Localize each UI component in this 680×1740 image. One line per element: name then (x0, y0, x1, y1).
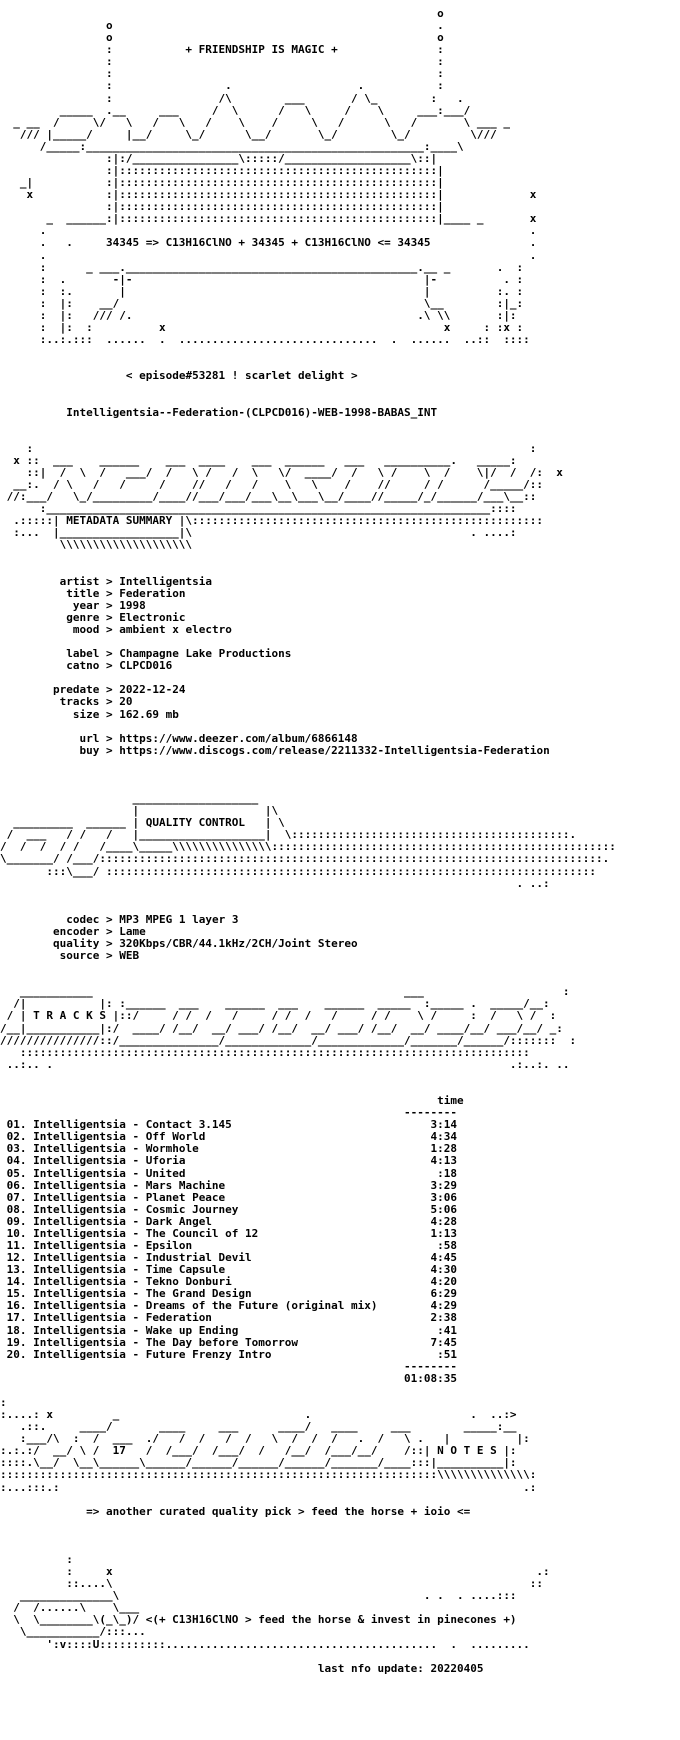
track-row (0, 1130, 457, 1143)
track-row (0, 1167, 457, 1180)
track-row (0, 1336, 457, 1349)
track-time: 5:06 (430, 1202, 457, 1216)
field-value: 320Kbps/CBR/44.1kHz/2CH/Joint Stereo (119, 937, 358, 951)
track-title: Intelligentsia - Epsilon (33, 1238, 193, 1252)
field-row-predate: predate > 2022-12-24 (52, 683, 186, 697)
field-row-quality: quality > 320Kbps/CBR/44.1kHz/2CH/Joint Stereo (52, 937, 358, 951)
track-row (0, 1348, 457, 1361)
field-row-genre: genre > Electronic (66, 610, 186, 624)
field-row-year: year > 1998 (72, 598, 146, 612)
track-row (0, 1275, 457, 1288)
field-value: MP3 MPEG 1 layer 3 (119, 912, 239, 926)
track-title: Intelligentsia - Planet Peace (33, 1190, 226, 1204)
quality-control-art: ___________________ | |\ _________ ______ | QUALITY CONTROL | \ / ___ / / / |___________________| \::::::::::::::::::::::::::::::::::::::::::. / / / / / /____\_____\\\\\\\\\\\\\\\:::::::::::::::::::::::::::::::::::::::::::::::::::: \_______/ /___/::::::::::::::::::::::::::::::::::::::::::::::::::::::::::::::::::::::::::::. :::\___/ :::::::::::::::::::::::::::::::::::::::::::::::::::::::::::::::::::::::::: . ..: (0, 792, 616, 890)
notes-message: => another curated quality pick > feed the horse + ioio <= (86, 1504, 471, 1518)
tracklist-time-header: time -------- (403, 1094, 464, 1120)
track-time: 2:38 (430, 1311, 457, 1325)
track-number: 18. (6, 1323, 27, 1337)
field-row-catno: catno > CLPCD016 (66, 659, 173, 673)
track-number: 13. (6, 1263, 27, 1277)
metadata-box-line: .:::::| METADATA SUMMARY |\::::::::::::::::::::::::::::::::::::::::::::::::::::: (0, 514, 544, 528)
track-number: 20. (6, 1347, 27, 1361)
last-update-date: 20220405 (430, 1661, 484, 1675)
track-row (0, 1239, 457, 1252)
tracklist (0, 1119, 616, 1361)
track-row (0, 1227, 457, 1240)
track-title: Intelligentsia - Federation (33, 1311, 212, 1325)
field-value: 162.69 mb (119, 707, 179, 721)
banner-art-top: o o . o o : + FRIENDSHIP IS MAGIC + : : : : : : . . : : /\ ___ / \_ : . _____ .__ ___ / \ / \ / \ ___:___/ _ __ / \/ \ / \ / \ / \ / \ / \ ___ _ /// |_____/ |__/ \_/ \__/ \_/ \_/ \/// /_____:___________________________________________________:____\ :|:/________________\:::::/___________________\::| :|::::::::::::::::::::::::::::::::::::::::::::::::| _| :|::::::::::::::::::::::::::::::::::::::::::::::::| x :|::::::::::::::::::::::::::::::::::::::::::::::::| x :|::::::::::::::::::::::::::::::::::::::::::::::::| _ ______:|::::::::::::::::::::::::::::::::::::::::::::::::|____ _ x . . . . 34345 => C13H16ClNO + 34345 + C13H16ClNO <= 34345 . (13, 7, 537, 250)
time-header: time (437, 1094, 464, 1108)
field-row-size: size > 162.69 mb (72, 707, 179, 721)
track-time: 6:29 (430, 1287, 457, 1301)
track-number: 08. (6, 1202, 27, 1216)
track-title: Intelligentsia - Tekno Donburi (33, 1275, 232, 1289)
track-row (0, 1287, 457, 1300)
track-number: 04. (6, 1154, 27, 1168)
field-value: Lame (119, 924, 146, 938)
track-row (0, 1191, 457, 1204)
field-key: year (72, 598, 100, 612)
track-number: 15. (6, 1287, 27, 1301)
notes-message-line (0, 1506, 616, 1518)
track-title: Intelligentsia - Uforia (33, 1154, 186, 1168)
footer-art: : : x .: ::....\ :: ______________\ . . . ....::: / /......\ \___ \ \________\(_\_)/ <(+ C13H16ClNO > feed the horse & invest in pinecones +) \___________/:::... ':v::::U::::::::::......................................... . ......... (13, 1553, 550, 1651)
track-time: :41 (437, 1323, 457, 1337)
field-key: mood (72, 622, 100, 636)
track-row (0, 1203, 457, 1216)
field-value: CLPCD016 (119, 659, 173, 673)
field-value: Champagne Lake Productions (119, 647, 292, 661)
track-title: Intelligentsia - United (33, 1166, 186, 1180)
track-time: 4:45 (430, 1251, 457, 1265)
field-key: source (59, 949, 100, 963)
track-time: :58 (437, 1238, 457, 1252)
field-row-source: source > WEB (59, 949, 140, 963)
track-time: 4:13 (430, 1154, 457, 1168)
field-key: artist (59, 574, 100, 588)
track-title: Intelligentsia - Industrial Devil (33, 1251, 252, 1265)
field-value: Electronic (119, 610, 186, 624)
track-title: Intelligentsia - Dark Angel (33, 1214, 212, 1228)
last-update-line (0, 1663, 616, 1675)
track-title: Intelligentsia - The Grand Design (33, 1287, 252, 1301)
field-value: Federation (119, 586, 186, 600)
track-number: 02. (6, 1130, 27, 1144)
track-number: 05. (6, 1166, 27, 1180)
track-time: 1:28 (430, 1142, 457, 1156)
track-time: 4:34 (430, 1130, 457, 1144)
field-value: Intelligentsia (119, 574, 212, 588)
track-time: 3:06 (430, 1190, 457, 1204)
metadata-group (0, 684, 616, 720)
field-key: codec (66, 912, 100, 926)
tracklist-total: -------- 01:08:35 (403, 1359, 457, 1385)
field-value: https://www.deezer.com/album/6866148 (119, 731, 358, 745)
track-time: 4:30 (430, 1263, 457, 1277)
track-row (0, 1299, 457, 1312)
track-title: Intelligentsia - Dreams of the Future (original mix) (33, 1299, 378, 1313)
total-time: 01:08:35 (403, 1371, 457, 1385)
track-title: Intelligentsia - Off World (33, 1130, 206, 1144)
last-update-label: last nfo update: (317, 1661, 424, 1675)
field-value: WEB (119, 949, 140, 963)
track-number: 16. (6, 1299, 27, 1313)
track-row (0, 1215, 457, 1228)
track-row (0, 1179, 457, 1192)
track-title: Intelligentsia - Time Capsule (33, 1263, 226, 1277)
episode-label: < episode#53281 ! scarlet delight > (125, 369, 358, 383)
quality-fields (0, 914, 616, 962)
field-value: 2022-12-24 (119, 683, 186, 697)
track-title: Intelligentsia - The Day before Tomorrow (33, 1335, 299, 1349)
track-title: Intelligentsia - Wake up Ending (33, 1323, 239, 1337)
track-time: :18 (437, 1166, 457, 1180)
track-time: 4:20 (430, 1275, 457, 1289)
field-key: title (66, 586, 100, 600)
field-row-label: label > Champagne Lake Productions (66, 647, 292, 661)
track-number: 14. (6, 1275, 27, 1289)
release-name: Intelligentsia--Federation-(CLPCD016)-WEB-1998-BABAS_INT (66, 405, 438, 419)
release-line (0, 407, 616, 419)
field-key: genre (66, 610, 100, 624)
track-number: 19. (6, 1335, 27, 1349)
track-row (0, 1263, 457, 1276)
track-number: 17. (6, 1311, 27, 1325)
field-value: 1998 (119, 598, 146, 612)
track-row (0, 1311, 457, 1324)
field-row-codec: codec > MP3 MPEG 1 layer 3 (66, 912, 239, 926)
track-time: 4:28 (430, 1214, 457, 1228)
episode-line (0, 370, 616, 382)
track-title: Intelligentsia - Wormhole (33, 1142, 199, 1156)
track-time: 3:29 (430, 1178, 457, 1192)
track-row (0, 1154, 457, 1167)
field-row-encoder: encoder > Lame (52, 924, 146, 938)
field-value: ambient x electro (119, 622, 232, 636)
field-value: https://www.discogs.com/release/2211332-Intelligentsia-Federation (119, 743, 550, 757)
track-number: 07. (6, 1190, 27, 1204)
track-row (0, 1324, 457, 1337)
metadata-group (0, 576, 616, 636)
tracks-art: ___________ ___ : /| |: :______ ___ ______ ___ ______ _____ :_____ . _____/__: / | T R A C K S |::/ / / / / / / / / / / \ / : / \ / : /__|___________|:/ ____/ /__/ __/ ___/ /__/ __/ ___/ /__/ __/ ____/__/ ___/__/ _: ///////////////::/_______________/_____________/_____________/_______/______/::::::: : ::::::::::::::::::::::::::::::::::::::::::::::::::::::::::::::::::::::::::::: ..:.. . .:..:. .. (0, 985, 577, 1071)
notes-art: : :....: x _ . . ..:> .::. ____/ ____ ___ ____/ ____ ___ _____:__ :___/\ : / ___ ./ / / / / \ / / / . / \ . | |: :.:.:/ __/ \ / 17 / /___/ /___/ / /__/ /___/__/ /::| N O T E S |: ::::.\__/ \__\______\______/______/______/______/_______/____:::|__________|: ::::::::::::::::::::::::::::::::::::::::::::::::::::::::::::::::::\\\\\\\\\\\\\\: :...:::.: .: (0, 1395, 537, 1494)
track-number: 12. (6, 1251, 27, 1265)
track-title: Intelligentsia - Cosmic Journey (33, 1202, 239, 1216)
track-row (0, 1118, 457, 1131)
banner-art-bottom: . . : _ ___.____________________________________________.__ _ . : : . -|- |- . : : :. | | :. : : |: __/ \__ :|_: : |: /// /. .\ \\ :|: : |: : x x : :x : :..:.::: ...... . .............................. . ...... ..:: :::: (39, 248, 537, 347)
track-number: 09. (6, 1214, 27, 1228)
field-key: size (72, 707, 100, 721)
field-row-title: title > Federation (66, 586, 186, 600)
metadata-group (0, 733, 616, 757)
metadata-group (0, 648, 616, 672)
track-title: Intelligentsia - The Council of 12 (33, 1226, 259, 1240)
field-key: url (79, 731, 100, 745)
field-value: 20 (119, 695, 133, 709)
track-title: Intelligentsia - Contact 3.145 (33, 1118, 232, 1132)
metadata-art-top: : : x :: ___ ______ ___ ____ ___ ______ ___ __________. _____: ::| / \ / ___/ / \ / / \ \/ ____/ / \ / \ / \|/ / /: x __:. / \ / / / // / / \ \ / // / / /_____/:: //:___/ \_/_________/____//___/___/___\__\___\__/____//_____/_/______/___\__:: :___________________________________________________________________:::: (6, 441, 563, 516)
track-time: 4:29 (430, 1299, 457, 1313)
field-row-url: url > https://www.deezer.com/album/6866148 (79, 731, 358, 745)
track-title: Intelligentsia - Future Frenzy Intro (33, 1347, 272, 1361)
track-number: 10. (6, 1226, 27, 1240)
field-key: label (66, 647, 100, 661)
field-key: quality (52, 937, 100, 951)
field-row-artist: artist > Intelligentsia (59, 574, 212, 588)
track-time: 1:13 (430, 1226, 457, 1240)
track-time: 7:45 (430, 1335, 457, 1349)
track-number: 01. (6, 1118, 27, 1132)
field-key: encoder (52, 924, 100, 938)
field-key: tracks (59, 695, 100, 709)
field-key: catno (66, 659, 100, 673)
track-number: 11. (6, 1238, 27, 1252)
track-number: 06. (6, 1178, 27, 1192)
track-row (0, 1251, 457, 1264)
track-time: :51 (437, 1347, 457, 1361)
field-key: buy (79, 743, 100, 757)
field-row-mood: mood > ambient x electro (72, 622, 232, 636)
track-title: Intelligentsia - Mars Machine (33, 1178, 226, 1192)
track-time: 3:14 (430, 1118, 457, 1132)
track-number: 03. (6, 1142, 27, 1156)
field-key: predate (52, 683, 100, 697)
track-row (0, 1142, 457, 1155)
field-row-buy: buy > https://www.discogs.com/release/2211332-Intelligentsia-Federation (79, 743, 550, 757)
field-row-tracks: tracks > 20 (59, 695, 133, 709)
metadata-art-bottom: :... |__________________|\ . ....: \\\\\\\\\\\\\\\\\\\\ (13, 526, 517, 552)
